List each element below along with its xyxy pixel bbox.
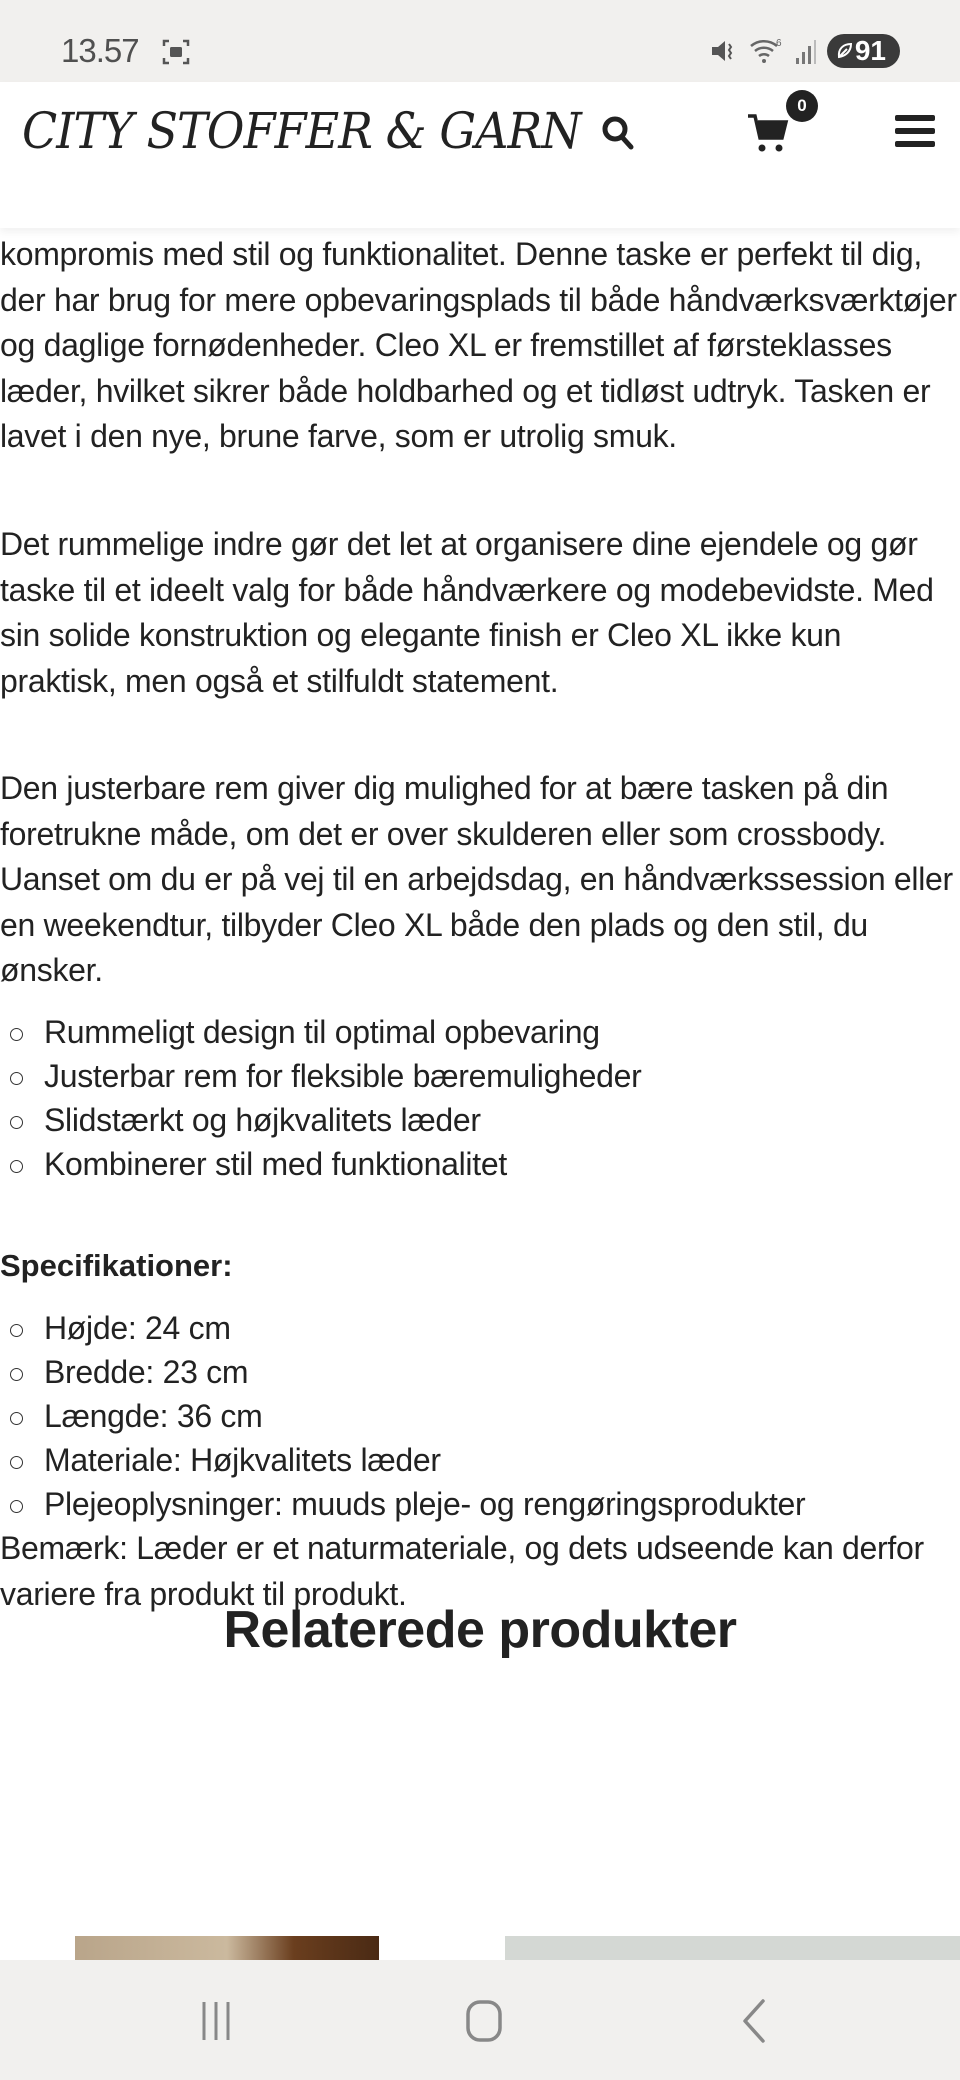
recent-apps-button[interactable]: [186, 1996, 246, 2046]
description-paragraph: Den justerbare rem giver dig mulighed for at bære tasken på din foretrukne måde, om det er over skulderen eller som crossbody. Uanset om du er på vej til en arbejdsdag, en håndværkssession eller en weekendtur, tilbyder Cleo XL både den plads og den stil, du ønsker.: [0, 770, 953, 988]
cart-icon: [746, 112, 790, 156]
feature-item: Kombinerer stil med funktionalitet: [0, 1142, 960, 1186]
search-icon: [601, 115, 635, 151]
feature-item: Rummeligt design til optimal opbevaring: [0, 1010, 960, 1054]
home-button[interactable]: [454, 1996, 514, 2046]
related-products-heading: Relaterede produkter: [223, 1601, 737, 1659]
back-button[interactable]: [724, 1996, 784, 2046]
battery-saver-icon: [835, 41, 855, 61]
hamburger-menu-icon: [895, 113, 935, 149]
battery-indicator: [827, 34, 900, 68]
specifications-list: [0, 1306, 960, 1526]
description-paragraph: Det rummelige indre gør det let at organisere dine ejendele og gør taske til et ideelt valg for både håndværkere og modebevidste. Med sin solide konstruktion og elegante finish er Cleo XL ikke kun praktisk, men også et stilfuldt statement.: [0, 526, 934, 699]
spec-item: Plejeoplysninger: muuds pleje- og rengøringsprodukter: [0, 1482, 960, 1526]
leather-note: Bemærk: Læder er et naturmateriale, og dets udseende kan derfor variere fra produkt til produkt.: [0, 1530, 924, 1612]
system-navigation-bar: [0, 1960, 960, 2080]
search-button[interactable]: [596, 108, 640, 158]
wifi-icon: [749, 36, 785, 66]
mute-icon: [709, 36, 739, 66]
spec-item: Længde: 36 cm: [0, 1394, 960, 1438]
back-icon: [739, 1999, 769, 2043]
status-bar: [0, 0, 960, 82]
svg-text:6: 6: [775, 38, 782, 49]
recent-apps-icon: [196, 2000, 236, 2042]
screenshot-icon: [162, 38, 190, 66]
site-header: [0, 82, 960, 228]
cart-count-badge: 0: [786, 90, 818, 122]
feature-list: [0, 1010, 960, 1186]
feature-item: Justerbar rem for fleksible bæremuligheder: [0, 1054, 960, 1098]
related-product-image[interactable]: [75, 1936, 379, 1960]
signal-icon: [795, 36, 817, 66]
related-product-image[interactable]: [505, 1936, 960, 1960]
spec-item: Materiale: Højkvalitets læder: [0, 1438, 960, 1482]
specifications-heading: Specifikationer:: [0, 1248, 233, 1283]
cart-button[interactable]: [742, 90, 812, 160]
spec-item: Højde: 24 cm: [0, 1306, 960, 1350]
battery-level: 91: [854, 35, 886, 66]
site-logo[interactable]: CITY STOFFER & GARN: [22, 102, 581, 160]
feature-item: Slidstærkt og højkvalitets læder: [0, 1098, 960, 1142]
menu-button[interactable]: [894, 110, 936, 152]
description-paragraph: kompromis med stil og funktionalitet. Denne taske er perfekt til dig, der har brug for mere opbevaringsplads til både håndværksværktøjer og daglige fornødenheder. Cleo XL er fremstillet af førsteklasses læder, hvilket sikrer både holdbarhed og et tidløst udtryk. Tasken er lavet i den nye, brune farve, som er utrolig smuk.: [0, 236, 957, 454]
spec-item: Bredde: 23 cm: [0, 1350, 960, 1394]
home-icon: [464, 1999, 504, 2043]
status-time: 13.57: [61, 32, 139, 69]
